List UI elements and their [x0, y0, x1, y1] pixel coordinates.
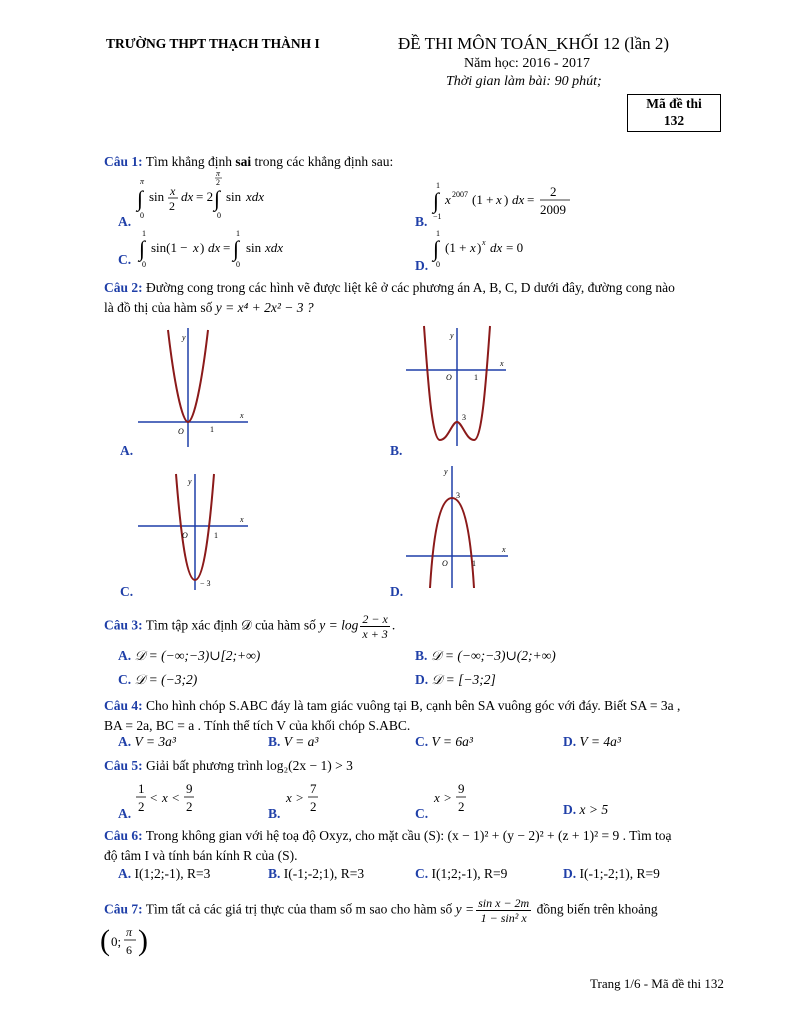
svg-text:1: 1 — [236, 229, 240, 238]
svg-text:xdx: xdx — [265, 240, 284, 255]
svg-text:x: x — [170, 184, 176, 198]
svg-text:0: 0 — [142, 260, 146, 269]
question-7: Câu 7: Tìm tất cả các giá trị thực của tham số m sao cho hàm số y = $\frac{\text{sin x − 2m}}{\text{1 − sin² x}}$ đồng biến trên khoảng — [104, 896, 658, 925]
exam-code-label: Mã đề thi — [646, 96, 702, 111]
q2-graph-c — [130, 470, 255, 592]
svg-text:(1 +: (1 + — [445, 240, 467, 255]
svg-text:π: π — [126, 925, 133, 939]
svg-text:x: x — [162, 790, 168, 805]
svg-text:7: 7 — [310, 781, 317, 796]
svg-text:x: x — [240, 411, 244, 420]
svg-text:1: 1 — [472, 559, 476, 568]
q5-option-a-formula — [134, 780, 214, 822]
svg-text:2009: 2009 — [540, 202, 566, 217]
svg-text:<: < — [172, 790, 180, 805]
question-6: Câu 6: Trong không gian với hệ toạ độ Oxyz, cho mặt cầu (S): (x − 1)² + (y − 2)² + (z + 1)² = 9 . Tìm toạ độ tâm I và tính bán kính R của (S). — [104, 828, 672, 863]
svg-text:∫: ∫ — [433, 188, 440, 213]
svg-text:3: 3 — [462, 413, 466, 422]
svg-text:xdx: xdx — [246, 189, 265, 204]
svg-text:x: x — [496, 192, 502, 207]
q6-option-a: A. I(1;2;-1), R=3 — [118, 866, 211, 881]
exam-title: ĐỀ THI MÔN TOÁN_KHỐI 12 (lần 2) — [398, 34, 670, 53]
svg-text:): ) — [200, 240, 205, 255]
svg-text:∫: ∫ — [433, 236, 440, 261]
svg-text:dx: dx — [208, 240, 221, 255]
q2-option-a-label: A. — [120, 443, 134, 458]
q6-option-d: D. I(-1;-2;1), R=9 — [563, 866, 660, 881]
svg-text:∫: ∫ — [139, 236, 146, 261]
svg-text:0;: 0; — [111, 934, 122, 949]
q5-option-b-label: B. — [268, 806, 281, 821]
svg-text:0: 0 — [436, 260, 440, 269]
svg-text:x: x — [193, 240, 199, 255]
q4-option-b: B. V = a³ — [268, 734, 319, 749]
svg-text:1: 1 — [138, 781, 145, 796]
q2-graph-d — [402, 462, 514, 590]
svg-text:sin(1 −: sin(1 − — [151, 240, 188, 255]
page-footer: Trang 1/6 - Mã đề thi 132 — [590, 976, 724, 991]
question-2: Câu 2: Đường cong trong các hình vẽ được liệt kê ở các phương án A, B, C, D dưới đây, đường cong nào là đồ thị của hàm số y = x⁴ + 2x² − 3 ? — [104, 280, 675, 315]
svg-text:∫: ∫ — [233, 236, 240, 261]
school-year: Năm học: 2016 - 2017 — [464, 56, 590, 71]
svg-text:− 3: − 3 — [200, 579, 211, 588]
svg-text:∫: ∫ — [137, 186, 144, 211]
q4-option-d: D. V = 4a³ — [563, 734, 621, 749]
svg-text:2: 2 — [186, 799, 193, 814]
svg-text:dx: dx — [512, 192, 525, 207]
svg-text:>: > — [296, 790, 304, 805]
svg-text:sin: sin — [246, 240, 262, 255]
svg-text:x: x — [240, 515, 244, 524]
q5-option-a-label: A. — [118, 806, 132, 821]
svg-text:2007: 2007 — [452, 190, 468, 199]
q4-option-a: A. V = 3a³ — [118, 734, 176, 749]
q5-option-c-formula — [432, 780, 492, 822]
svg-text:6: 6 — [126, 943, 132, 957]
svg-text:x: x — [286, 790, 292, 805]
svg-text:3: 3 — [456, 491, 460, 500]
q1-option-b-label: B. — [415, 214, 428, 229]
svg-text:∫: ∫ — [214, 186, 221, 211]
exam-code-box — [627, 94, 721, 132]
svg-text:2: 2 — [310, 799, 317, 814]
q4-option-c: C. V = 6a³ — [415, 734, 473, 749]
svg-text:x: x — [470, 240, 476, 255]
svg-text:2: 2 — [458, 799, 465, 814]
svg-text:O: O — [442, 559, 448, 568]
svg-text:y: y — [188, 477, 192, 486]
q1-option-b-formula — [430, 178, 590, 222]
svg-text:>: > — [444, 790, 452, 805]
exam-duration: Thời gian làm bài: 90 phút; — [446, 74, 602, 89]
q3-option-d: D. 𝒟 = [−3;2] — [415, 672, 496, 687]
svg-text:1: 1 — [214, 531, 218, 540]
q2-graph-b — [402, 322, 514, 450]
svg-text:x: x — [482, 238, 486, 247]
svg-text:1: 1 — [474, 373, 478, 382]
q3-option-b: B. 𝒟 = (−∞;−3)∪(2;+∞) — [415, 648, 556, 663]
svg-text:dx: dx — [490, 240, 503, 255]
svg-text:y: y — [444, 467, 448, 476]
q5-option-c-label: C. — [415, 806, 429, 821]
question-5: Câu 5: Giải bất phương trình log₂(2x − 1) > 3 — [104, 758, 353, 773]
svg-text:1: 1 — [436, 229, 440, 238]
svg-text:2: 2 — [216, 178, 220, 187]
q1-option-c-label: C. — [118, 252, 132, 267]
svg-text:O: O — [182, 531, 188, 540]
svg-text:sin: sin — [149, 189, 165, 204]
q1-option-d-label: D. — [415, 258, 429, 273]
q3-option-c: C. 𝒟 = (−3;2) — [118, 672, 198, 687]
svg-text:−1: −1 — [433, 212, 442, 221]
svg-text:1: 1 — [436, 181, 440, 190]
q2-option-c-label: C. — [120, 584, 134, 599]
svg-text:2: 2 — [550, 184, 557, 199]
q2-option-d-label: D. — [390, 584, 404, 599]
svg-text:0: 0 — [217, 211, 221, 220]
svg-text:0: 0 — [236, 260, 240, 269]
svg-text:=: = — [223, 240, 231, 255]
q7-interval — [100, 920, 150, 964]
svg-text:π: π — [140, 177, 145, 186]
svg-text:= 2: = 2 — [196, 189, 214, 204]
q6-option-b: B. I(-1;-2;1), R=3 — [268, 866, 365, 881]
q1-option-c-formula — [136, 226, 296, 270]
q2-option-b-label: B. — [390, 443, 403, 458]
svg-text:1: 1 — [210, 425, 214, 434]
svg-text:O: O — [178, 427, 184, 436]
q3-option-a: A. 𝒟 = (−∞;−3)∪[2;+∞) — [118, 648, 261, 663]
svg-text:9: 9 — [186, 781, 193, 796]
svg-text:): ) — [504, 192, 509, 207]
svg-text:): ) — [138, 924, 148, 957]
question-4: Câu 4: Cho hình chóp S.ABC đáy là tam giác vuông tại B, cạnh bên SA vuông góc với đáy. Biết SA = 3a , BA = 2a, BC = a . Tính thể tích V của khối chóp S.ABC. — [104, 698, 681, 733]
exam-code: 132 — [663, 113, 685, 128]
svg-text:x: x — [445, 192, 451, 207]
svg-text:9: 9 — [458, 781, 465, 796]
svg-text:=: = — [527, 192, 535, 207]
svg-text:O: O — [446, 373, 452, 382]
q5-option-d: D. x > 5 — [563, 802, 609, 817]
svg-text:2: 2 — [138, 799, 145, 814]
q6-option-c: C. I(1;2;-1), R=9 — [415, 866, 508, 881]
q1-option-d-formula — [430, 226, 550, 270]
svg-text:): ) — [477, 240, 482, 255]
svg-text:2: 2 — [169, 199, 175, 213]
svg-text:sin: sin — [226, 189, 242, 204]
svg-text:= 0: = 0 — [506, 240, 524, 255]
svg-text:π: π — [216, 170, 221, 178]
q5-option-b-formula — [284, 780, 344, 822]
svg-text:x: x — [502, 545, 506, 554]
svg-text:x: x — [434, 790, 440, 805]
svg-text:y: y — [182, 333, 186, 342]
svg-text:<: < — [150, 790, 158, 805]
svg-text:0: 0 — [140, 211, 144, 220]
svg-text:1: 1 — [142, 229, 146, 238]
svg-text:(1 +: (1 + — [472, 192, 494, 207]
question-3: Câu 3: Tìm tập xác định 𝒟 của hàm số y = log $\frac{2 - x}{x + 3}$ . — [104, 612, 396, 641]
question-1: Câu 1: Tìm khẳng định sai trong các khẳng định sau: — [104, 154, 394, 169]
school-name: TRƯỜNG THPT THẠCH THÀNH I — [106, 36, 320, 51]
q2-graph-a — [130, 322, 255, 450]
svg-text:dx: dx — [181, 189, 194, 204]
svg-text:(: ( — [100, 924, 110, 957]
svg-text:x: x — [500, 359, 504, 368]
q1-option-a-formula — [134, 170, 284, 222]
q1-option-a-label: A. — [118, 214, 132, 229]
svg-text:y: y — [450, 331, 454, 340]
